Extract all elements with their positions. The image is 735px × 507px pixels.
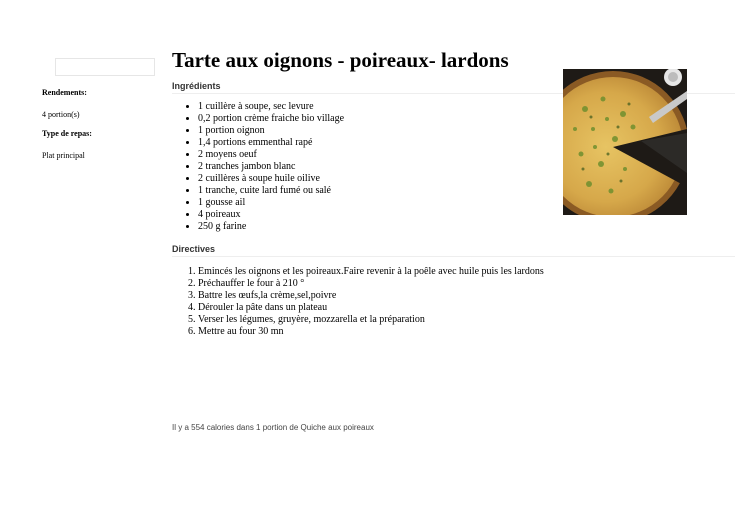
ingredient-item: • 1 tranche, cuite lard fumé ou salé [198,185,344,197]
ingredients-list [172,101,344,233]
direction-step: 1. Emincés les oignons et les poireaux.Faire revenir à la poêle avec huile puis les lardons [198,266,544,278]
yield-label: Rendements: [42,88,87,97]
ingredients-heading: Ingrédients [172,81,221,91]
ingredient-item: • 0,2 portion crème fraiche bio village [198,113,344,125]
ingredient-item: • 1,4 portions emmenthal rapé [198,137,344,149]
directions-list [172,266,544,338]
direction-step: 2. Préchauffer le four à 210 ° [198,278,544,290]
sidebar-search-box[interactable] [55,58,155,76]
yield-value: 4 portion(s) [42,110,80,119]
direction-step: 5. Verser les légumes, gruyère, mozzarella et la préparation [198,314,544,326]
ingredient-item: • 2 cuillères à soupe huile oilive [198,173,344,185]
quiche-photo [563,69,687,215]
recipe-title: Tarte aux oignons - poireaux- lardons [172,48,509,72]
ingredient-item: • 250 g farine [198,221,344,233]
direction-step: 6. Mettre au four 30 mn [198,326,544,338]
directions-heading: Directives [172,244,216,254]
direction-step: 3. Battre les œufs,la crème,sel,poivre [198,290,544,302]
ingredient-item: • 1 portion oignon [198,125,344,137]
ingredient-item: • 4 poireaux [198,209,344,221]
directions-divider [172,256,735,257]
ingredient-item: • 2 tranches jambon blanc [198,161,344,173]
ingredient-item: • 1 cuillère à soupe, sec levure [198,101,344,113]
meal-type-value: Plat principal [42,151,85,160]
calories-note: Il y a 554 calories dans 1 portion de Quiche aux poireaux [172,423,374,432]
ingredient-item: • 1 gousse ail [198,197,344,209]
meal-type-label: Type de repas: [42,129,92,138]
direction-step: 4. Dérouler la pâte dans un plateau [198,302,544,314]
ingredient-item: • 2 moyens oeuf [198,149,344,161]
